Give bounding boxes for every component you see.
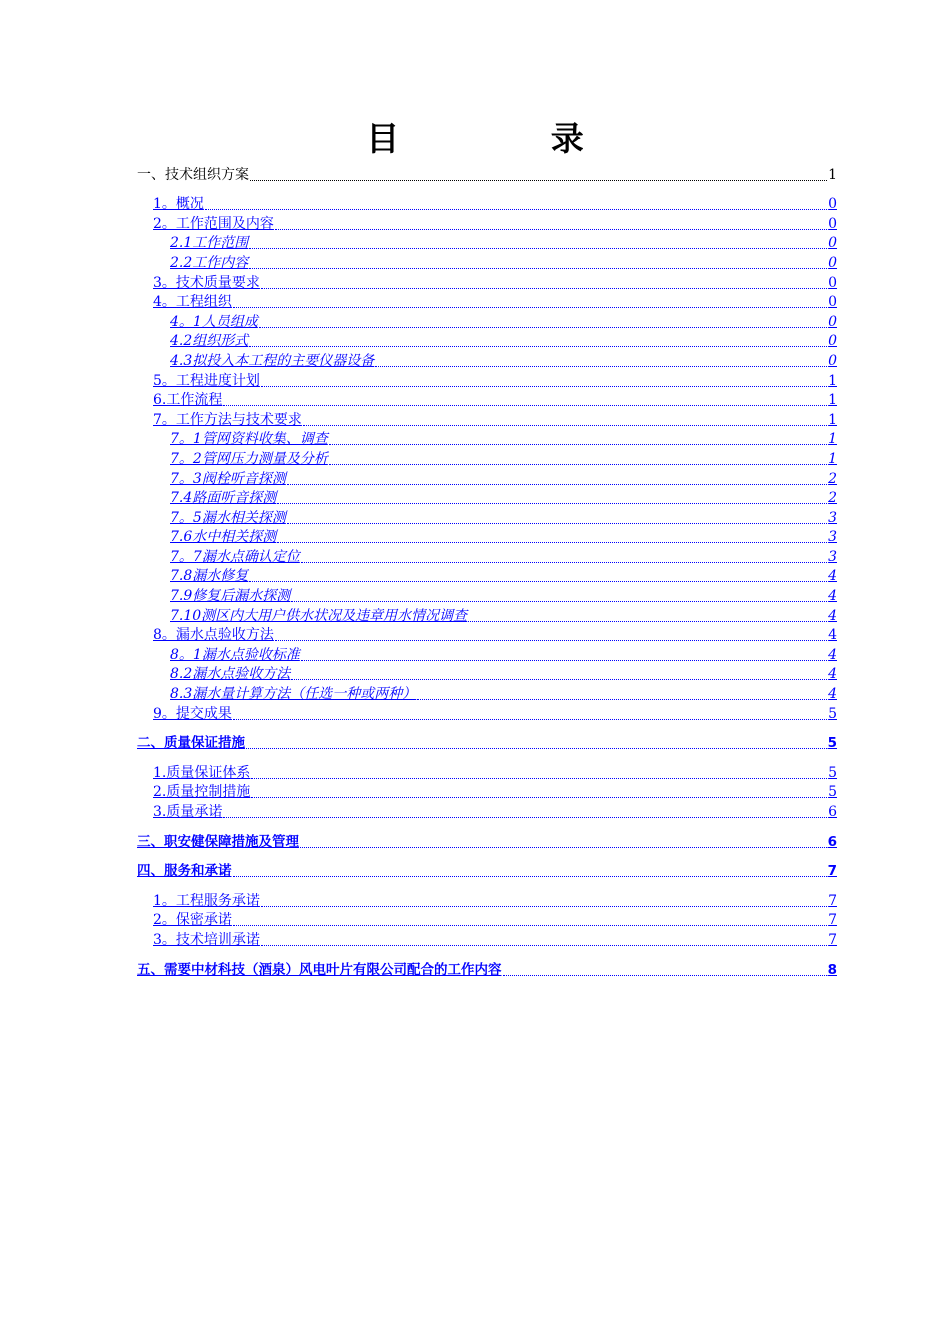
table-of-contents bbox=[137, 165, 837, 980]
toc-entry-page-number: 1 bbox=[828, 431, 837, 448]
dot-leader bbox=[417, 685, 827, 700]
toc-entry[interactable] bbox=[137, 449, 837, 469]
toc-entry[interactable] bbox=[137, 547, 837, 567]
dot-leader bbox=[329, 430, 827, 445]
dot-leader bbox=[291, 587, 827, 602]
dot-leader bbox=[287, 509, 827, 524]
toc-entry-page-number: 4 bbox=[828, 568, 837, 585]
toc-entry[interactable] bbox=[137, 930, 837, 950]
toc-entry[interactable] bbox=[137, 351, 837, 371]
toc-entry[interactable] bbox=[137, 293, 837, 313]
dot-leader bbox=[233, 705, 827, 720]
toc-entry[interactable] bbox=[137, 567, 837, 587]
dot-leader bbox=[301, 646, 827, 661]
dot-leader bbox=[275, 215, 827, 230]
dot-leader bbox=[275, 626, 827, 641]
dot-leader bbox=[329, 450, 827, 465]
dot-leader bbox=[261, 931, 827, 946]
toc-entry-page-number: 4 bbox=[828, 607, 837, 624]
toc-entry[interactable] bbox=[137, 508, 837, 528]
toc-entry-page-number: 0 bbox=[828, 294, 837, 311]
toc-entry-page-number: 4 bbox=[828, 646, 837, 663]
toc-entry[interactable] bbox=[137, 763, 837, 783]
toc-entry-page-number: 5 bbox=[828, 784, 837, 801]
toc-entry-label: 1。工程服务承诺 bbox=[153, 892, 260, 909]
dot-leader bbox=[375, 352, 827, 367]
toc-entry-label: 8。漏水点验收方法 bbox=[153, 627, 274, 644]
dot-leader bbox=[250, 166, 827, 181]
toc-entry-label: 2.2工作内容 bbox=[170, 254, 249, 271]
toc-entry-label: 7。工作方法与技术要求 bbox=[153, 411, 302, 428]
toc-entry-page-number: 1 bbox=[828, 166, 837, 183]
dot-leader bbox=[233, 911, 827, 926]
toc-entry-page-number: 7 bbox=[828, 931, 837, 948]
toc-entry[interactable] bbox=[137, 586, 837, 606]
toc-entry-label: 五、需要中材科技（酒泉）风电叶片有限公司配合的工作内容 bbox=[137, 961, 502, 978]
toc-entry-page-number: 2 bbox=[828, 490, 837, 507]
toc-entry-label: 2.1工作范围 bbox=[170, 235, 249, 252]
toc-entry-page-number: 6 bbox=[828, 804, 837, 820]
toc-entry-page-number: 3 bbox=[828, 548, 837, 565]
toc-entry-page-number: 0 bbox=[828, 215, 837, 232]
toc-entry[interactable] bbox=[137, 626, 837, 646]
toc-entry-label: 8。1漏水点验收标准 bbox=[170, 646, 300, 663]
toc-entry[interactable] bbox=[137, 253, 837, 273]
toc-entry-label: 3。技术培训承诺 bbox=[153, 931, 260, 948]
dot-leader bbox=[223, 803, 827, 818]
toc-entry-label: 1。概况 bbox=[153, 196, 204, 213]
toc-entry[interactable] bbox=[137, 214, 837, 234]
toc-entry-page-number: 4 bbox=[828, 588, 837, 605]
toc-entry-page-number: 0 bbox=[828, 196, 837, 213]
toc-entry[interactable] bbox=[137, 684, 837, 704]
toc-entry-label: 7.8漏水修复 bbox=[170, 568, 249, 585]
toc-entry-page-number: 1 bbox=[828, 372, 837, 389]
toc-entry[interactable] bbox=[137, 832, 837, 852]
toc-entry-label: 9。提交成果 bbox=[153, 705, 232, 722]
toc-entry[interactable] bbox=[137, 665, 837, 685]
toc-entry-label: 3。技术质量要求 bbox=[153, 274, 260, 291]
toc-entry-page-number: 5 bbox=[828, 705, 837, 722]
toc-entry[interactable] bbox=[137, 469, 837, 489]
toc-entry-label: 7。5漏水相关探测 bbox=[170, 509, 286, 526]
dot-leader bbox=[300, 833, 827, 848]
dot-leader bbox=[261, 372, 827, 387]
toc-entry[interactable] bbox=[137, 704, 837, 724]
toc-entry[interactable] bbox=[137, 862, 837, 882]
toc-entry-label: 7。3阀栓听音探测 bbox=[170, 470, 286, 487]
toc-entry-page-number: 3 bbox=[828, 529, 837, 546]
toc-entry-label: 2。工作范围及内容 bbox=[153, 215, 274, 232]
toc-entry-page-number: 4 bbox=[828, 666, 837, 683]
toc-entry-label: 7。1管网资料收集、调查 bbox=[170, 431, 328, 448]
dot-leader bbox=[251, 764, 827, 779]
toc-entry[interactable] bbox=[137, 528, 837, 548]
dot-leader bbox=[249, 332, 827, 347]
toc-entry-page-number: 7 bbox=[828, 892, 837, 909]
toc-entry-page-number: 0 bbox=[828, 333, 837, 350]
toc-entry-label: 7.9修复后漏水探测 bbox=[170, 588, 291, 605]
toc-entry-page-number: 7 bbox=[828, 912, 837, 929]
dot-leader bbox=[205, 195, 827, 210]
toc-entry-page-number: 1 bbox=[828, 411, 837, 428]
toc-entry-label: 2.质量控制措施 bbox=[153, 784, 251, 801]
toc-entry-page-number: 8 bbox=[827, 961, 837, 978]
toc-entry-label: 7.10测区内大用户供水状况及违章用水情况调查 bbox=[170, 607, 468, 624]
toc-entry[interactable] bbox=[137, 273, 837, 293]
toc-entry-page-number: 0 bbox=[828, 235, 837, 252]
dot-leader bbox=[277, 528, 827, 543]
toc-entry-page-number: 1 bbox=[828, 450, 837, 467]
toc-entry-label: 3.质量承诺 bbox=[153, 804, 223, 820]
dot-leader bbox=[223, 391, 827, 406]
dot-leader bbox=[233, 293, 827, 308]
toc-entry-label: 三、职安健保障措施及管理 bbox=[137, 833, 299, 850]
toc-entry-label: 8.2漏水点验收方法 bbox=[170, 666, 291, 683]
dot-leader bbox=[261, 892, 827, 907]
toc-entry-label: 4。工程组织 bbox=[153, 294, 232, 311]
toc-entry[interactable] bbox=[137, 234, 837, 254]
toc-entry[interactable] bbox=[137, 312, 837, 332]
toc-entry-label: 7.4路面听音探测 bbox=[170, 490, 277, 507]
toc-entry-label: 一、技术组织方案 bbox=[137, 166, 249, 183]
toc-entry-page-number: 5 bbox=[828, 764, 837, 781]
dot-leader bbox=[287, 470, 827, 485]
toc-entry-label: 7.6水中相关探测 bbox=[170, 529, 277, 546]
page-title: 目 录 bbox=[366, 119, 654, 158]
dot-leader bbox=[261, 274, 827, 289]
toc-entry[interactable] bbox=[137, 645, 837, 665]
toc-entry-page-number: 7 bbox=[827, 863, 837, 880]
toc-entry[interactable] bbox=[137, 195, 837, 215]
toc-entry-page-number: 0 bbox=[828, 352, 837, 369]
toc-entry-label: 8.3漏水量计算方法（任选一种或两种） bbox=[170, 686, 417, 703]
toc-entry[interactable] bbox=[137, 430, 837, 450]
toc-entry[interactable] bbox=[137, 802, 837, 822]
toc-entry-label: 2。保密承诺 bbox=[153, 912, 232, 929]
dot-leader bbox=[249, 567, 827, 582]
toc-entry[interactable] bbox=[137, 332, 837, 352]
dot-leader bbox=[503, 961, 827, 976]
toc-entry[interactable] bbox=[137, 165, 837, 185]
toc-entry-page-number: 4 bbox=[828, 686, 837, 703]
dot-leader bbox=[303, 411, 827, 426]
dot-leader bbox=[291, 665, 827, 680]
dot-leader bbox=[249, 254, 827, 269]
toc-entry-label: 4.2组织形式 bbox=[170, 333, 249, 350]
dot-leader bbox=[277, 489, 827, 504]
dot-leader bbox=[249, 234, 827, 249]
toc-entry[interactable] bbox=[137, 783, 837, 803]
toc-entry[interactable] bbox=[137, 410, 837, 430]
toc-entry-page-number: 6 bbox=[827, 833, 837, 850]
toc-entry-label: 5。工程进度计划 bbox=[153, 372, 260, 389]
toc-entry[interactable] bbox=[137, 371, 837, 391]
dot-leader bbox=[246, 734, 827, 749]
toc-entry-page-number: 4 bbox=[828, 627, 837, 644]
toc-entry-label: 1.质量保证体系 bbox=[153, 764, 251, 781]
toc-entry-page-number: 0 bbox=[828, 274, 837, 291]
toc-entry-label: 四、服务和承诺 bbox=[137, 863, 232, 880]
toc-entry[interactable] bbox=[137, 960, 837, 980]
toc-entry[interactable] bbox=[137, 391, 837, 411]
toc-entry-label: 7。2管网压力测量及分析 bbox=[170, 450, 328, 467]
dot-leader bbox=[468, 607, 827, 622]
toc-entry-page-number: 3 bbox=[828, 509, 837, 526]
toc-entry-label: 6.工作流程 bbox=[153, 392, 223, 409]
toc-entry-page-number: 5 bbox=[827, 735, 837, 752]
toc-entry-label: 4.3拟投入本工程的主要仪器设备 bbox=[170, 352, 375, 369]
toc-entry[interactable] bbox=[137, 606, 837, 626]
dot-leader bbox=[301, 548, 827, 563]
dot-leader bbox=[251, 783, 827, 798]
toc-entry-page-number: 0 bbox=[828, 313, 837, 330]
toc-entry-label: 二、质量保证措施 bbox=[137, 735, 245, 752]
toc-entry[interactable] bbox=[137, 734, 837, 754]
toc-entry[interactable] bbox=[137, 891, 837, 911]
toc-entry-page-number: 0 bbox=[828, 254, 837, 271]
dot-leader bbox=[233, 862, 827, 877]
toc-entry-label: 4。1人员组成 bbox=[170, 313, 258, 330]
toc-entry-label: 7。7漏水点确认定位 bbox=[170, 548, 300, 565]
toc-entry-page-number: 2 bbox=[828, 470, 837, 487]
toc-entry[interactable] bbox=[137, 911, 837, 931]
dot-leader bbox=[259, 313, 827, 328]
toc-entry-page-number: 1 bbox=[828, 392, 837, 409]
toc-entry[interactable] bbox=[137, 489, 837, 509]
